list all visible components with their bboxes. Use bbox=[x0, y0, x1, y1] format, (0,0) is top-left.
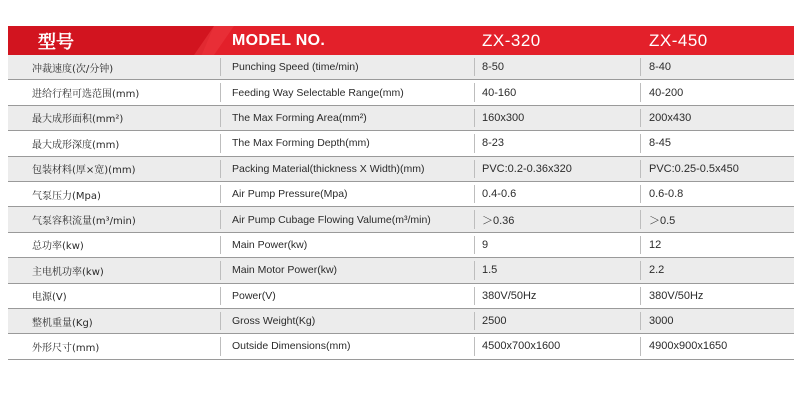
spec-name-en: Main Motor Power(kw) bbox=[232, 264, 338, 277]
column-divider bbox=[220, 337, 221, 355]
table-row bbox=[8, 131, 794, 156]
spec-name-en: Packing Material(thickness X Width)(mm) bbox=[232, 162, 425, 175]
column-divider bbox=[474, 160, 475, 178]
spec-value-zx450: 0.6-0.8 bbox=[649, 188, 684, 201]
column-divider bbox=[640, 287, 641, 305]
spec-value-zx450: 4900x900x1650 bbox=[649, 340, 728, 353]
spec-name-cn: 最大成形深度(mm) bbox=[32, 139, 120, 151]
column-divider bbox=[220, 210, 221, 228]
column-divider bbox=[640, 160, 641, 178]
table-row bbox=[8, 309, 794, 334]
column-divider bbox=[640, 261, 641, 279]
spec-name-en: The Max Forming Area(mm²) bbox=[232, 111, 367, 124]
column-divider bbox=[474, 287, 475, 305]
spec-name-cn: 主电机功率(kw) bbox=[32, 266, 104, 278]
column-divider bbox=[220, 58, 221, 76]
table-row bbox=[8, 182, 794, 207]
column-divider bbox=[220, 134, 221, 152]
column-divider bbox=[474, 58, 475, 76]
table-row bbox=[8, 233, 794, 258]
column-divider bbox=[640, 109, 641, 127]
column-divider bbox=[220, 236, 221, 254]
column-divider bbox=[640, 236, 641, 254]
spec-value-zx320: 380V/50Hz bbox=[482, 289, 537, 302]
column-divider bbox=[474, 109, 475, 127]
table-row bbox=[8, 207, 794, 232]
spec-table bbox=[8, 26, 794, 360]
table-row bbox=[8, 157, 794, 182]
spec-name-en: Outside Dimensions(mm) bbox=[232, 340, 351, 353]
spec-value-zx320: 4500x700x1600 bbox=[482, 340, 561, 353]
spec-value-zx450: PVC:0.25-0.5x450 bbox=[649, 162, 739, 175]
column-divider bbox=[474, 261, 475, 279]
spec-value-zx320: 8-23 bbox=[482, 137, 505, 150]
header-model-label-en: MODEL NO. bbox=[232, 31, 326, 49]
table-body bbox=[8, 55, 794, 360]
spec-value-zx320: 9 bbox=[482, 238, 489, 251]
spec-value-zx320: 1.5 bbox=[482, 264, 498, 277]
spec-name-cn: 气泵压力(Mpa) bbox=[32, 190, 101, 202]
column-divider bbox=[640, 185, 641, 203]
table-header bbox=[8, 26, 794, 55]
spec-name-en: Main Power(kw) bbox=[232, 238, 308, 251]
spec-value-zx450: 40-200 bbox=[649, 86, 684, 99]
spec-value-zx320: 40-160 bbox=[482, 86, 517, 99]
table-row bbox=[8, 284, 794, 309]
table-row bbox=[8, 334, 794, 359]
spec-name-en: The Max Forming Depth(mm) bbox=[232, 137, 370, 150]
column-divider bbox=[220, 261, 221, 279]
spec-value-zx450: 380V/50Hz bbox=[649, 289, 704, 302]
spec-value-zx450: 200x430 bbox=[649, 111, 692, 124]
spec-value-zx320: ＞0.36 bbox=[482, 214, 515, 227]
header-model-zx450: ZX-450 bbox=[649, 30, 708, 50]
spec-value-zx450: 2.2 bbox=[649, 264, 665, 277]
spec-value-zx320: 0.4-0.6 bbox=[482, 188, 517, 201]
spec-value-zx450: 8-45 bbox=[649, 137, 672, 150]
column-divider bbox=[640, 83, 641, 101]
header-model-zx320: ZX-320 bbox=[482, 30, 541, 50]
spec-name-en: Air Pump Pressure(Mpa) bbox=[232, 188, 348, 201]
column-divider bbox=[474, 185, 475, 203]
column-divider bbox=[474, 337, 475, 355]
spec-name-cn: 气泵容积流量(m³/min) bbox=[32, 216, 136, 228]
column-divider bbox=[220, 160, 221, 178]
column-divider bbox=[220, 185, 221, 203]
table-row bbox=[8, 258, 794, 283]
spec-name-en: Air Pump Cubage Flowing Valume(m³/min) bbox=[232, 213, 431, 226]
spec-name-cn: 整机重量(Kg) bbox=[32, 317, 93, 329]
spec-value-zx320: 160x300 bbox=[482, 111, 525, 124]
spec-value-zx320: 2500 bbox=[482, 315, 507, 328]
table-row bbox=[8, 80, 794, 105]
spec-name-en: Power(V) bbox=[232, 289, 276, 302]
spec-name-cn: 外形尺寸(mm) bbox=[32, 342, 100, 354]
spec-name-en: Feeding Way Selectable Range(mm) bbox=[232, 86, 404, 99]
column-divider bbox=[640, 58, 641, 76]
table-row bbox=[8, 55, 794, 80]
column-divider bbox=[220, 287, 221, 305]
column-divider bbox=[474, 236, 475, 254]
spec-name-cn: 冲裁速度(次/分钟) bbox=[32, 63, 114, 75]
spec-name-cn: 总功率(kw) bbox=[32, 241, 84, 253]
spec-value-zx320: PVC:0.2-0.36x320 bbox=[482, 162, 572, 175]
column-divider bbox=[220, 312, 221, 330]
spec-value-zx450: ＞0.5 bbox=[649, 214, 676, 227]
column-divider bbox=[474, 312, 475, 330]
spec-name-cn: 包装材料(厚×宽)(mm) bbox=[32, 165, 136, 177]
spec-value-zx320: 8-50 bbox=[482, 61, 505, 74]
spec-name-cn: 电源(V) bbox=[32, 292, 67, 304]
header-model-label-cn: 型号 bbox=[38, 31, 74, 53]
column-divider bbox=[474, 210, 475, 228]
column-divider bbox=[640, 337, 641, 355]
column-divider bbox=[474, 134, 475, 152]
column-divider bbox=[640, 210, 641, 228]
column-divider bbox=[640, 312, 641, 330]
spec-name-cn: 最大成形面积(mm²) bbox=[32, 114, 124, 126]
spec-name-en: Gross Weight(Kg) bbox=[232, 315, 316, 328]
column-divider bbox=[220, 109, 221, 127]
column-divider bbox=[220, 83, 221, 101]
column-divider bbox=[640, 134, 641, 152]
spec-value-zx450: 3000 bbox=[649, 315, 674, 328]
table-row bbox=[8, 106, 794, 131]
spec-value-zx450: 12 bbox=[649, 238, 662, 251]
spec-name-en: Punching Speed (time/min) bbox=[232, 61, 359, 74]
spec-name-cn: 进给行程可选范围(mm) bbox=[32, 89, 140, 101]
spec-value-zx450: 8-40 bbox=[649, 61, 672, 74]
column-divider bbox=[474, 83, 475, 101]
